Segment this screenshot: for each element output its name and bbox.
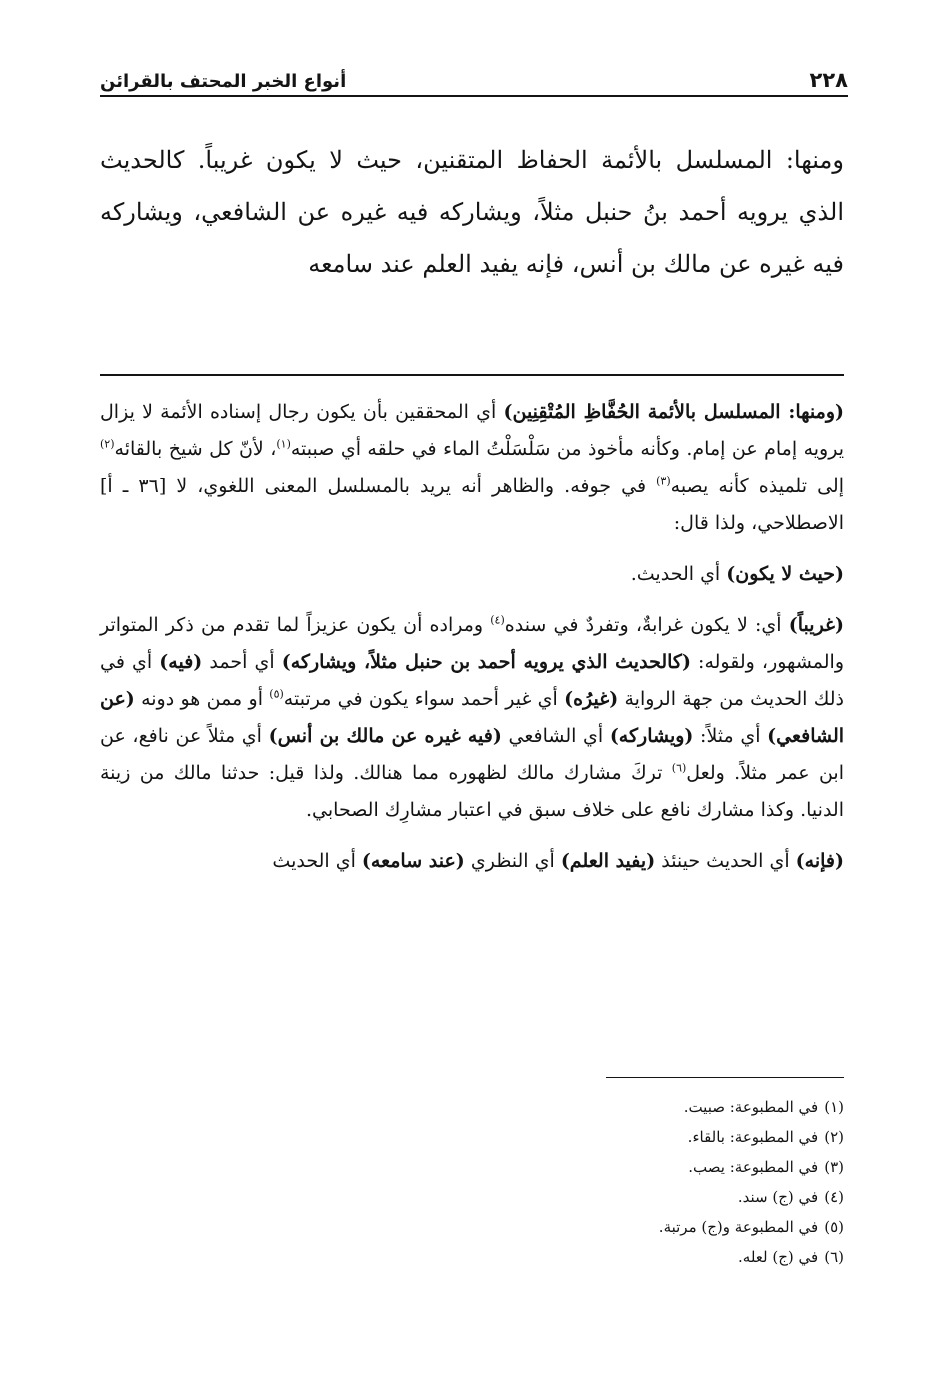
commentary bbox=[100, 394, 844, 894]
footnote-text: في المطبوعة و(ج) مرتبة. bbox=[658, 1218, 819, 1236]
commentary-text: أي مثلاً عن نافع، عن ابن عمر مثلاً. ولعل bbox=[100, 725, 845, 784]
matn-text bbox=[100, 134, 844, 290]
footnote-number: (٣) bbox=[824, 1158, 844, 1176]
footnote-text: في المطبوعة: بالقاء. bbox=[687, 1128, 819, 1146]
quoted-matn: (عند سامعه) bbox=[361, 850, 465, 872]
footnote bbox=[100, 1122, 844, 1152]
header-rule bbox=[100, 95, 848, 97]
footnote-ref-5: (٥) bbox=[269, 687, 284, 701]
commentary-text: إلى تلميذه كأنه يصبه bbox=[670, 475, 844, 497]
footnote-text: في (ج) سند. bbox=[737, 1188, 819, 1206]
quoted-matn: (ويشاركه) bbox=[609, 725, 694, 747]
quoted-matn: (غريباً) bbox=[788, 614, 844, 636]
commentary-paragraph-3 bbox=[100, 607, 844, 829]
footnote bbox=[100, 1212, 844, 1242]
footnote-number: (٤) bbox=[824, 1188, 844, 1206]
quoted-matn: (فيه) bbox=[159, 651, 203, 673]
commentary-text: أي مثلاً: bbox=[693, 725, 768, 747]
quoted-matn: (عن الشافعي) bbox=[100, 688, 845, 747]
quoted-matn: (فإنه) bbox=[795, 850, 844, 872]
footnote bbox=[100, 1182, 844, 1212]
running-title: أنواع الخبر المحتف بالقرائن bbox=[100, 71, 347, 92]
footnote-text: في المطبوعة: صبيت. bbox=[683, 1098, 819, 1116]
footnote bbox=[100, 1242, 844, 1272]
running-head bbox=[100, 52, 848, 92]
commentary-text: ومراده أن يكون عزيزاً لما تقدم من ذكر المتواتر والمشهور، ولقوله: bbox=[100, 614, 844, 673]
footnote-text: في (ج) لعله. bbox=[738, 1248, 819, 1266]
footnote-ref-4: (٤) bbox=[490, 613, 505, 627]
footnote-ref-3: (٣) bbox=[656, 474, 671, 488]
quoted-matn: (غيرُه) bbox=[564, 688, 619, 710]
commentary-paragraph-4 bbox=[100, 843, 844, 880]
commentary-text: أي الحديث bbox=[272, 850, 362, 872]
footnote bbox=[100, 1092, 844, 1122]
commentary-text: أي المحققين بأن يكون رجال إسناده الأئمة لا يزال يرويه إمام عن إمام. وكأنه مأخوذ من سَلْسَلْتُ الماء في حلقه أي صببته bbox=[100, 401, 844, 460]
commentary-text: أي النظري bbox=[464, 850, 561, 872]
footnote bbox=[100, 1152, 844, 1182]
page-number: ٢٢٨ bbox=[809, 68, 848, 92]
commentary-text: أي الحديث حينئذ bbox=[655, 850, 796, 872]
commentary-text: في جوفه. والظاهر أنه يريد بالمسلسل المعنى اللغوي، لا [٣٦ ـ أ] الاصطلاحي، ولذا قال: bbox=[100, 475, 844, 534]
footnote-ref-1: (١) bbox=[276, 437, 291, 451]
quoted-matn: (حيث لا يكون) bbox=[726, 563, 844, 585]
matn-paragraph: ومنها: المسلسل بالأئمة الحفاظ المتقنين، حيث لا يكون غريباً. كالحديث الذي يرويه أحمد بنُ حنبل مثلاً، ويشاركه فيه غيره عن الشافعي، ويشاركه فيه غيره عن مالك بن أنس، فإنه يفيد العلم عند سامعه bbox=[100, 146, 844, 278]
commentary-text: أي في ذلك الحديث من جهة الرواية bbox=[100, 651, 844, 710]
footnote-rule bbox=[606, 1077, 844, 1078]
footnote-number: (٢) bbox=[824, 1128, 844, 1146]
commentary-paragraph-1 bbox=[100, 394, 844, 542]
footnotes bbox=[100, 1092, 844, 1272]
commentary-text: أي: لا يكون غرابةٌ، وتفردٌ في سنده bbox=[504, 614, 789, 636]
commentary-text: ، لأنّ كل شيخ بالقائه bbox=[114, 438, 277, 460]
commentary-text: أي الحديث. bbox=[630, 563, 727, 585]
commentary-text: أي الشافعي bbox=[501, 725, 610, 747]
footnote-ref-6: (٦) bbox=[671, 761, 687, 775]
footnote-ref-2: (٢) bbox=[100, 437, 115, 451]
quoted-matn: (ومنها: المسلسل بالأئمة الحُفَّاظِ المُتْقِنِين) bbox=[503, 401, 844, 423]
commentary-text: أو ممن هو دونه bbox=[134, 688, 270, 710]
quoted-matn: (كالحديث الذي يرويه أحمد بن حنبل مثلاً، ويشاركه) bbox=[281, 651, 691, 673]
commentary-text: أي أحمد bbox=[202, 651, 282, 673]
footnote-number: (٦) bbox=[824, 1248, 844, 1266]
commentary-paragraph-2 bbox=[100, 556, 844, 593]
footnote-number: (٥) bbox=[824, 1218, 844, 1236]
footnote-text: في المطبوعة: يصب. bbox=[688, 1158, 819, 1176]
footnote-number: (١) bbox=[824, 1098, 844, 1116]
quoted-matn: (يفيد العلم) bbox=[560, 850, 656, 872]
section-divider bbox=[100, 374, 844, 376]
commentary-text: أي غير أحمد سواء يكون في مرتبته bbox=[283, 688, 565, 710]
commentary-text: تركَ مشارك مالك لظهوره مما هنالك. ولذا قيل: حدثنا مالك من زينة الدنيا. وكذا مشارك نافع على خلاف سبق في اعتبار مشارِك الصحابي. bbox=[100, 762, 844, 821]
quoted-matn: (فيه غيره عن مالك بن أنس) bbox=[268, 725, 502, 747]
